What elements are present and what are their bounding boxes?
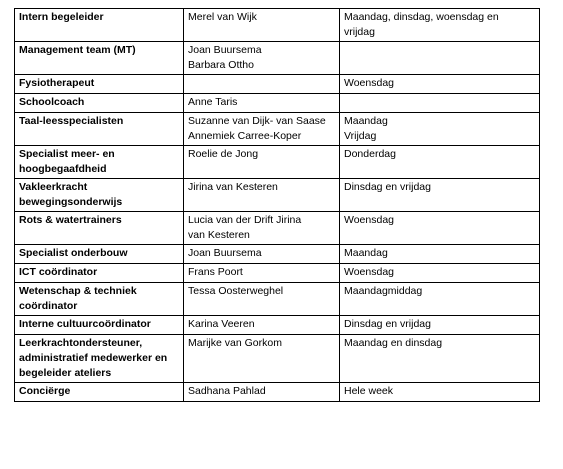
name-cell [184, 42, 340, 75]
table-row [15, 335, 540, 383]
days-cell [340, 316, 540, 335]
table-row [15, 113, 540, 146]
table-row [15, 75, 540, 94]
days-line: Maandag, dinsdag, woensdag en [344, 11, 499, 23]
staff-roster-table [14, 8, 540, 402]
role-line: Leerkrachtondersteuner, [19, 337, 143, 349]
staff-roster-body [15, 9, 540, 402]
name-line: Jirina van Kesteren [188, 181, 278, 193]
role-line: Specialist onderbouw [19, 247, 128, 259]
name-line: Anne Taris [188, 96, 238, 108]
name-cell [184, 113, 340, 146]
role-line: Vakleerkracht [19, 181, 88, 193]
role-cell [15, 75, 184, 94]
role-cell [15, 245, 184, 264]
days-line: Woensdag [344, 214, 395, 226]
name-line: Frans Poort [188, 266, 243, 278]
days-cell [340, 283, 540, 316]
table-row [15, 9, 540, 42]
name-cell [184, 316, 340, 335]
name-line: Marijke van Gorkom [188, 337, 282, 349]
days-line: vrijdag [344, 26, 375, 38]
days-line: Dinsdag en vrijdag [344, 318, 431, 330]
role-line: Taal-leesspecialisten [19, 115, 124, 127]
days-cell [340, 113, 540, 146]
days-line: Maandagmiddag [344, 285, 423, 297]
days-cell [340, 264, 540, 283]
days-cell [340, 179, 540, 212]
name-cell [184, 146, 340, 179]
table-row [15, 383, 540, 402]
role-cell [15, 283, 184, 316]
name-line: Roelie de Jong [188, 148, 259, 160]
name-line: van Kesteren [188, 229, 250, 241]
table-row [15, 245, 540, 264]
days-cell [340, 146, 540, 179]
days-cell [340, 383, 540, 402]
role-cell [15, 113, 184, 146]
name-cell [184, 383, 340, 402]
days-line: Woensdag [344, 266, 395, 278]
table-row [15, 146, 540, 179]
role-line: coördinator [19, 300, 78, 312]
role-line: Schoolcoach [19, 96, 85, 108]
days-line: Vrijdag [344, 130, 377, 142]
days-line: Maandag [344, 115, 388, 127]
days-cell [340, 212, 540, 245]
name-line: Suzanne van Dijk- van Saase [188, 115, 326, 127]
role-line: Conciërge [19, 385, 71, 397]
name-line: Tessa Oosterweghel [188, 285, 284, 297]
table-row [15, 42, 540, 75]
role-cell [15, 335, 184, 383]
role-cell [15, 264, 184, 283]
role-cell [15, 179, 184, 212]
role-line: Fysiotherapeut [19, 77, 95, 89]
days-line: Donderdag [344, 148, 396, 160]
days-line: Maandag en dinsdag [344, 337, 443, 349]
role-line: administratief medewerker en [19, 352, 168, 364]
role-cell [15, 212, 184, 245]
table-row [15, 179, 540, 212]
role-line: Rots & watertrainers [19, 214, 122, 226]
days-cell [340, 42, 540, 75]
days-cell [340, 94, 540, 113]
role-cell [15, 9, 184, 42]
days-line: Woensdag [344, 77, 395, 89]
role-cell [15, 146, 184, 179]
name-cell [184, 283, 340, 316]
days-cell [340, 245, 540, 264]
role-line: ICT coördinator [19, 266, 98, 278]
days-cell [340, 75, 540, 94]
role-line: Interne cultuurcoördinator [19, 318, 151, 330]
role-cell [15, 94, 184, 113]
table-row [15, 94, 540, 113]
days-cell [340, 335, 540, 383]
role-line: Specialist meer- en [19, 148, 115, 160]
name-cell [184, 179, 340, 212]
name-line: Lucia van der Drift Jirina [188, 214, 302, 226]
role-line: hoogbegaafdheid [19, 163, 107, 175]
role-line: Management team (MT) [19, 44, 136, 56]
role-line: bewegingsonderwijs [19, 196, 123, 208]
name-cell [184, 94, 340, 113]
role-cell [15, 42, 184, 75]
table-row [15, 212, 540, 245]
role-line: Wetenschap & techniek [19, 285, 137, 297]
name-line: Joan Buursema [188, 44, 262, 56]
name-cell [184, 212, 340, 245]
table-row [15, 316, 540, 335]
name-cell [184, 264, 340, 283]
role-cell [15, 383, 184, 402]
name-cell [184, 245, 340, 264]
days-line: Maandag [344, 247, 388, 259]
name-line: Karina Veeren [188, 318, 255, 330]
role-line: Intern begeleider [19, 11, 104, 23]
name-cell [184, 335, 340, 383]
name-line: Merel van Wijk [188, 11, 257, 23]
name-line: Sadhana Pahlad [188, 385, 266, 397]
role-line: begeleider ateliers [19, 367, 112, 379]
days-cell [340, 9, 540, 42]
role-cell [15, 316, 184, 335]
days-line: Hele week [344, 385, 394, 397]
name-cell [184, 9, 340, 42]
name-line: Annemiek Carree-Koper [188, 130, 302, 142]
table-row [15, 283, 540, 316]
days-line: Dinsdag en vrijdag [344, 181, 431, 193]
name-cell [184, 75, 340, 94]
name-line: Joan Buursema [188, 247, 262, 259]
name-line: Barbara Ottho [188, 59, 254, 71]
table-row [15, 264, 540, 283]
